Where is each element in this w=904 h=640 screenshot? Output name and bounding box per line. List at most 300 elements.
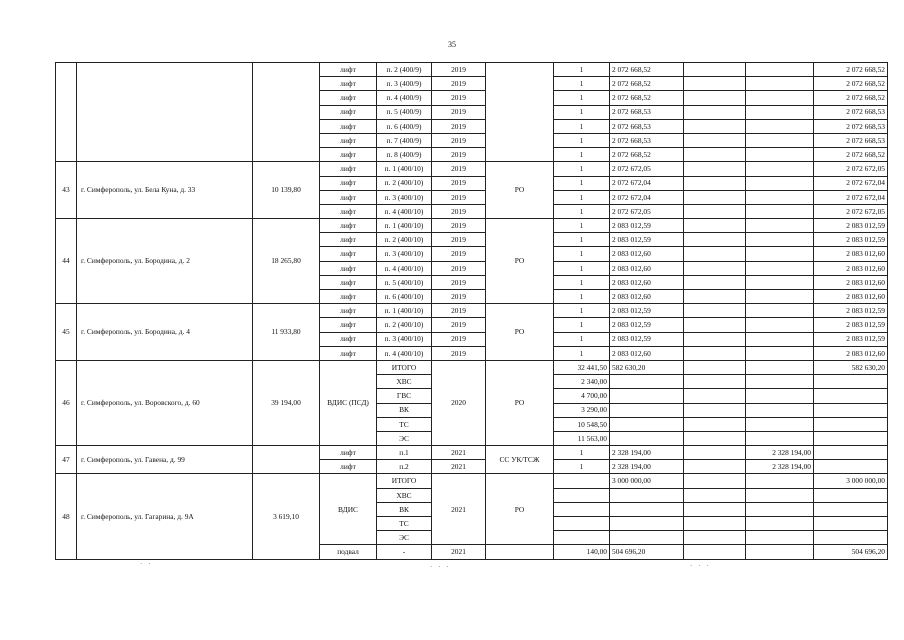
total-cell: 2 072 668,53 <box>814 105 888 119</box>
work-type-cell: лифт <box>320 446 377 460</box>
work-detail-cell: ИТОГО <box>377 474 432 488</box>
year-cell: 2021 <box>432 460 486 474</box>
cost-cell: 2 083 012,60 <box>610 275 684 289</box>
funding-cell <box>746 517 814 531</box>
scan-speckle: · · · <box>690 562 711 570</box>
funding-cell <box>746 148 814 162</box>
funding-cell <box>746 275 814 289</box>
work-type-cell: лифт <box>320 176 377 190</box>
year-cell: 2019 <box>432 162 486 176</box>
year-cell: 2019 <box>432 346 486 360</box>
total-cell: 504 696,20 <box>814 545 888 559</box>
method-cell: РО <box>486 360 554 445</box>
total-cell <box>814 488 888 502</box>
funding-cell <box>684 148 746 162</box>
total-cell <box>814 375 888 389</box>
work-detail-cell: п. 3 (400/10) <box>377 247 432 261</box>
page-number: 35 <box>448 40 456 49</box>
item-number-cell: 45 <box>56 304 77 361</box>
address-cell: г. Симферополь, ул. Гавена, д. 99 <box>77 446 253 474</box>
year-cell: 2019 <box>432 219 486 233</box>
work-type-cell: лифт <box>320 460 377 474</box>
cost-cell: 2 072 672,05 <box>610 162 684 176</box>
funding-cell <box>684 360 746 374</box>
method-cell <box>486 63 554 162</box>
funding-cell <box>684 403 746 417</box>
cost-cell: 2 083 012,59 <box>610 219 684 233</box>
funding-cell <box>684 389 746 403</box>
work-detail-cell: п. 8 (400/9) <box>377 148 432 162</box>
year-cell: 2021 <box>432 446 486 460</box>
cost-cell: 2 072 668,52 <box>610 91 684 105</box>
total-cell: 2 083 012,60 <box>814 247 888 261</box>
funding-cell <box>684 318 746 332</box>
funding-cell <box>746 133 814 147</box>
quantity-cell: 1 <box>554 290 610 304</box>
work-type-cell: лифт <box>320 105 377 119</box>
quantity-cell <box>554 531 610 545</box>
year-cell: 2019 <box>432 204 486 218</box>
item-number-cell: 48 <box>56 474 77 559</box>
year-cell: 2019 <box>432 275 486 289</box>
work-type-cell: лифт <box>320 304 377 318</box>
funding-cell <box>746 389 814 403</box>
funding-cell <box>746 375 814 389</box>
cost-cell: 2 083 012,59 <box>610 304 684 318</box>
cost-cell: 2 072 672,04 <box>610 190 684 204</box>
total-cell: 2 072 668,52 <box>814 148 888 162</box>
work-detail-cell: п. 4 (400/10) <box>377 204 432 218</box>
cost-cell: 2 083 012,60 <box>610 247 684 261</box>
method-cell <box>486 545 554 559</box>
item-number-cell: 44 <box>56 219 77 304</box>
work-detail-cell: п. 4 (400/9) <box>377 91 432 105</box>
total-cell <box>814 531 888 545</box>
total-cell: 2 083 012,60 <box>814 290 888 304</box>
funding-cell <box>684 63 746 77</box>
address-cell: г. Симферополь, ул. Бела Куна, д. 33 <box>77 162 253 219</box>
quantity-cell: 1 <box>554 233 610 247</box>
total-cell: 2 072 672,05 <box>814 204 888 218</box>
work-type-cell: лифт <box>320 77 377 91</box>
total-cell: 2 083 012,59 <box>814 332 888 346</box>
funding-cell <box>684 460 746 474</box>
cost-cell: 2 072 672,04 <box>610 176 684 190</box>
total-cell <box>814 517 888 531</box>
quantity-cell: 1 <box>554 63 610 77</box>
year-cell: 2019 <box>432 318 486 332</box>
scan-speckle: · · <box>140 560 153 568</box>
funding-cell <box>746 531 814 545</box>
quantity-cell: 1 <box>554 148 610 162</box>
total-cell: 2 072 668,53 <box>814 119 888 133</box>
quantity-cell: 1 <box>554 261 610 275</box>
funding-cell <box>684 204 746 218</box>
funding-cell <box>746 346 814 360</box>
scan-speckle: · · · <box>430 563 451 571</box>
cost-cell: 2 083 012,59 <box>610 332 684 346</box>
funding-cell: 2 328 194,00 <box>746 446 814 460</box>
quantity-cell <box>554 474 610 488</box>
table-row <box>56 304 888 318</box>
table-row <box>56 63 888 77</box>
area-cell: 10 139,80 <box>253 162 320 219</box>
work-detail-cell: ИТОГО <box>377 360 432 374</box>
funding-cell <box>684 77 746 91</box>
quantity-cell: 1 <box>554 275 610 289</box>
quantity-cell <box>554 502 610 516</box>
cost-cell <box>610 517 684 531</box>
work-detail-cell: п. 5 (400/9) <box>377 105 432 119</box>
capital-repair-table <box>55 62 888 560</box>
work-type-cell: лифт <box>320 133 377 147</box>
cost-cell <box>610 417 684 431</box>
funding-cell <box>746 502 814 516</box>
work-type-cell: лифт <box>320 346 377 360</box>
work-detail-cell: п. 2 (400/9) <box>377 63 432 77</box>
quantity-cell: 1 <box>554 190 610 204</box>
total-cell: 2 072 672,04 <box>814 190 888 204</box>
cost-cell <box>610 375 684 389</box>
work-type-cell: подвал <box>320 545 377 559</box>
work-type-cell: лифт <box>320 247 377 261</box>
total-cell: 2 072 668,52 <box>814 63 888 77</box>
funding-cell <box>684 474 746 488</box>
quantity-cell: 1 <box>554 219 610 233</box>
table-row <box>56 446 888 460</box>
funding-cell <box>746 261 814 275</box>
quantity-cell: 1 <box>554 332 610 346</box>
funding-cell <box>684 247 746 261</box>
funding-cell <box>684 275 746 289</box>
work-type-cell: лифт <box>320 261 377 275</box>
item-number-cell: 47 <box>56 446 77 474</box>
funding-cell <box>684 162 746 176</box>
quantity-cell: 1 <box>554 91 610 105</box>
area-cell: 39 194,00 <box>253 360 320 445</box>
table-row <box>56 219 888 233</box>
work-detail-cell: п. 7 (400/9) <box>377 133 432 147</box>
cost-cell: 2 072 668,53 <box>610 133 684 147</box>
work-detail-cell: - <box>377 545 432 559</box>
funding-cell <box>746 219 814 233</box>
work-detail-cell: п. 3 (400/9) <box>377 77 432 91</box>
funding-cell <box>746 318 814 332</box>
funding-cell <box>746 417 814 431</box>
quantity-cell: 1 <box>554 162 610 176</box>
year-cell: 2019 <box>432 91 486 105</box>
cost-cell: 2 083 012,60 <box>610 346 684 360</box>
address-cell: г. Симферополь, ул. Гагарина, д. 9А <box>77 474 253 559</box>
funding-cell <box>684 431 746 445</box>
quantity-cell: 1 <box>554 318 610 332</box>
method-cell: РО <box>486 304 554 361</box>
funding-cell <box>684 332 746 346</box>
funding-cell <box>684 517 746 531</box>
funding-cell <box>746 190 814 204</box>
quantity-cell: 1 <box>554 460 610 474</box>
total-cell <box>814 446 888 460</box>
cost-cell: 2 072 668,52 <box>610 63 684 77</box>
cost-cell: 504 696,20 <box>610 545 684 559</box>
funding-cell <box>684 417 746 431</box>
funding-cell <box>684 219 746 233</box>
quantity-cell <box>554 488 610 502</box>
total-cell <box>814 460 888 474</box>
area-cell <box>253 63 320 162</box>
year-cell: 2019 <box>432 63 486 77</box>
work-type-cell: лифт <box>320 91 377 105</box>
year-cell: 2019 <box>432 247 486 261</box>
quantity-cell: 1 <box>554 346 610 360</box>
work-detail-cell: п.1 <box>377 446 432 460</box>
work-detail-cell: ВК <box>377 502 432 516</box>
funding-cell <box>746 474 814 488</box>
work-detail-cell: ЭС <box>377 531 432 545</box>
funding-cell <box>746 403 814 417</box>
total-cell: 2 072 668,53 <box>814 133 888 147</box>
item-number-cell <box>56 63 77 162</box>
cost-cell: 2 072 668,52 <box>610 148 684 162</box>
quantity-cell: 11 563,00 <box>554 431 610 445</box>
quantity-cell: 1 <box>554 105 610 119</box>
work-detail-cell: п. 3 (400/10) <box>377 190 432 204</box>
work-detail-cell: ГВС <box>377 389 432 403</box>
funding-cell <box>746 105 814 119</box>
funding-cell <box>684 91 746 105</box>
total-cell: 2 083 012,59 <box>814 318 888 332</box>
quantity-cell: 140,00 <box>554 545 610 559</box>
work-type-cell: лифт <box>320 275 377 289</box>
funding-cell <box>746 332 814 346</box>
work-type-cell: лифт <box>320 318 377 332</box>
cost-cell: 2 072 668,53 <box>610 119 684 133</box>
funding-cell <box>684 446 746 460</box>
work-detail-cell: п. 5 (400/10) <box>377 275 432 289</box>
year-cell: 2019 <box>432 261 486 275</box>
quantity-cell: 1 <box>554 119 610 133</box>
area-cell: 11 933,80 <box>253 304 320 361</box>
quantity-cell: 1 <box>554 446 610 460</box>
quantity-cell <box>554 517 610 531</box>
quantity-cell: 1 <box>554 304 610 318</box>
cost-cell: 2 072 668,53 <box>610 105 684 119</box>
total-cell <box>814 502 888 516</box>
funding-cell <box>746 304 814 318</box>
quantity-cell: 10 548,50 <box>554 417 610 431</box>
funding-cell <box>684 105 746 119</box>
total-cell: 2 072 668,52 <box>814 77 888 91</box>
work-detail-cell: ХВС <box>377 488 432 502</box>
work-detail-cell: ХВС <box>377 375 432 389</box>
address-cell: г. Симферополь, ул. Бородина, д. 4 <box>77 304 253 361</box>
work-type-cell: лифт <box>320 148 377 162</box>
area-cell: 3 619,10 <box>253 474 320 559</box>
year-cell: 2019 <box>432 105 486 119</box>
funding-cell <box>746 247 814 261</box>
item-number-cell: 43 <box>56 162 77 219</box>
address-cell: г. Симферополь, ул. Бородина, д. 2 <box>77 219 253 304</box>
total-cell: 2 083 012,60 <box>814 346 888 360</box>
method-cell: РО <box>486 474 554 545</box>
cost-cell: 2 083 012,59 <box>610 233 684 247</box>
work-detail-cell: ТС <box>377 517 432 531</box>
funding-cell <box>684 545 746 559</box>
total-cell <box>814 389 888 403</box>
year-cell: 2019 <box>432 176 486 190</box>
funding-cell <box>746 119 814 133</box>
cost-cell <box>610 488 684 502</box>
method-cell: РО <box>486 162 554 219</box>
funding-cell <box>746 162 814 176</box>
cost-cell: 3 000 000,00 <box>610 474 684 488</box>
total-cell: 2 072 668,52 <box>814 91 888 105</box>
work-type-cell: ВДИС (ПСД) <box>320 360 377 445</box>
work-detail-cell: п. 1 (400/10) <box>377 219 432 233</box>
cost-cell: 2 328 194,00 <box>610 460 684 474</box>
total-cell <box>814 417 888 431</box>
work-detail-cell: ЭС <box>377 431 432 445</box>
funding-cell <box>684 133 746 147</box>
funding-cell <box>684 346 746 360</box>
cost-cell <box>610 502 684 516</box>
work-detail-cell: п. 1 (400/10) <box>377 304 432 318</box>
cost-cell <box>610 431 684 445</box>
area-cell <box>253 446 320 474</box>
funding-cell: 2 328 194,00 <box>746 460 814 474</box>
quantity-cell: 1 <box>554 204 610 218</box>
funding-cell <box>684 502 746 516</box>
cost-cell: 2 083 012,60 <box>610 290 684 304</box>
work-detail-cell: п. 2 (400/10) <box>377 176 432 190</box>
year-cell: 2019 <box>432 290 486 304</box>
funding-cell <box>746 176 814 190</box>
cost-cell <box>610 403 684 417</box>
table-row <box>56 474 888 488</box>
cost-cell: 2 072 672,05 <box>610 204 684 218</box>
method-cell: РО <box>486 219 554 304</box>
total-cell: 2 083 012,59 <box>814 219 888 233</box>
work-detail-cell: п. 3 (400/10) <box>377 332 432 346</box>
total-cell <box>814 431 888 445</box>
work-detail-cell: п.2 <box>377 460 432 474</box>
funding-cell <box>684 531 746 545</box>
quantity-cell: 1 <box>554 247 610 261</box>
year-cell: 2019 <box>432 190 486 204</box>
total-cell <box>814 403 888 417</box>
work-detail-cell: п. 4 (400/10) <box>377 261 432 275</box>
year-cell: 2019 <box>432 332 486 346</box>
year-cell: 2019 <box>432 304 486 318</box>
cost-cell <box>610 531 684 545</box>
funding-cell <box>746 290 814 304</box>
work-detail-cell: п. 6 (400/10) <box>377 290 432 304</box>
cost-cell: 582 630,20 <box>610 360 684 374</box>
work-type-cell: лифт <box>320 332 377 346</box>
work-type-cell: лифт <box>320 233 377 247</box>
work-type-cell: ВДИС <box>320 474 377 545</box>
total-cell: 582 630,20 <box>814 360 888 374</box>
work-type-cell: лифт <box>320 290 377 304</box>
quantity-cell: 1 <box>554 133 610 147</box>
address-cell: г. Симферополь, ул. Воровского, д. 60 <box>77 360 253 445</box>
table-row <box>56 360 888 374</box>
total-cell: 3 000 000,00 <box>814 474 888 488</box>
area-cell: 18 265,80 <box>253 219 320 304</box>
total-cell: 2 083 012,60 <box>814 275 888 289</box>
work-type-cell: лифт <box>320 219 377 233</box>
method-cell: СС УК/ТСЖ <box>486 446 554 474</box>
year-cell: 2021 <box>432 545 486 559</box>
year-cell: 2019 <box>432 233 486 247</box>
funding-cell <box>684 375 746 389</box>
year-cell: 2019 <box>432 119 486 133</box>
work-detail-cell: п. 2 (400/10) <box>377 318 432 332</box>
work-type-cell: лифт <box>320 119 377 133</box>
funding-cell <box>684 176 746 190</box>
total-cell: 2 083 012,59 <box>814 304 888 318</box>
work-type-cell: лифт <box>320 204 377 218</box>
cost-cell: 2 083 012,59 <box>610 318 684 332</box>
funding-cell <box>684 119 746 133</box>
quantity-cell: 1 <box>554 176 610 190</box>
cost-cell: 2 083 012,60 <box>610 261 684 275</box>
work-detail-cell: п. 2 (400/10) <box>377 233 432 247</box>
quantity-cell: 4 700,00 <box>554 389 610 403</box>
funding-cell <box>684 233 746 247</box>
table-row <box>56 162 888 176</box>
funding-cell <box>746 431 814 445</box>
funding-cell <box>684 190 746 204</box>
work-type-cell: лифт <box>320 63 377 77</box>
quantity-cell: 3 290,00 <box>554 403 610 417</box>
work-detail-cell: п. 6 (400/9) <box>377 119 432 133</box>
quantity-cell: 32 441,50 <box>554 360 610 374</box>
address-cell <box>77 63 253 162</box>
total-cell: 2 083 012,59 <box>814 233 888 247</box>
work-detail-cell: п. 4 (400/10) <box>377 346 432 360</box>
funding-cell <box>746 488 814 502</box>
work-type-cell: лифт <box>320 190 377 204</box>
work-detail-cell: п. 1 (400/10) <box>377 162 432 176</box>
cost-cell <box>610 389 684 403</box>
quantity-cell: 2 340,00 <box>554 375 610 389</box>
funding-cell <box>746 545 814 559</box>
work-type-cell: лифт <box>320 162 377 176</box>
funding-cell <box>746 77 814 91</box>
total-cell: 2 072 672,05 <box>814 162 888 176</box>
year-cell: 2020 <box>432 360 486 445</box>
item-number-cell: 46 <box>56 360 77 445</box>
funding-cell <box>746 63 814 77</box>
funding-cell <box>684 261 746 275</box>
funding-cell <box>684 488 746 502</box>
quantity-cell: 1 <box>554 77 610 91</box>
funding-cell <box>746 360 814 374</box>
funding-cell <box>746 233 814 247</box>
total-cell: 2 083 012,60 <box>814 261 888 275</box>
funding-cell <box>684 290 746 304</box>
work-detail-cell: ВК <box>377 403 432 417</box>
year-cell: 2019 <box>432 77 486 91</box>
year-cell: 2019 <box>432 133 486 147</box>
funding-cell <box>684 304 746 318</box>
year-cell: 2021 <box>432 474 486 545</box>
cost-cell: 2 072 668,52 <box>610 77 684 91</box>
total-cell: 2 072 672,04 <box>814 176 888 190</box>
cost-cell: 2 328 194,00 <box>610 446 684 460</box>
funding-cell <box>746 91 814 105</box>
